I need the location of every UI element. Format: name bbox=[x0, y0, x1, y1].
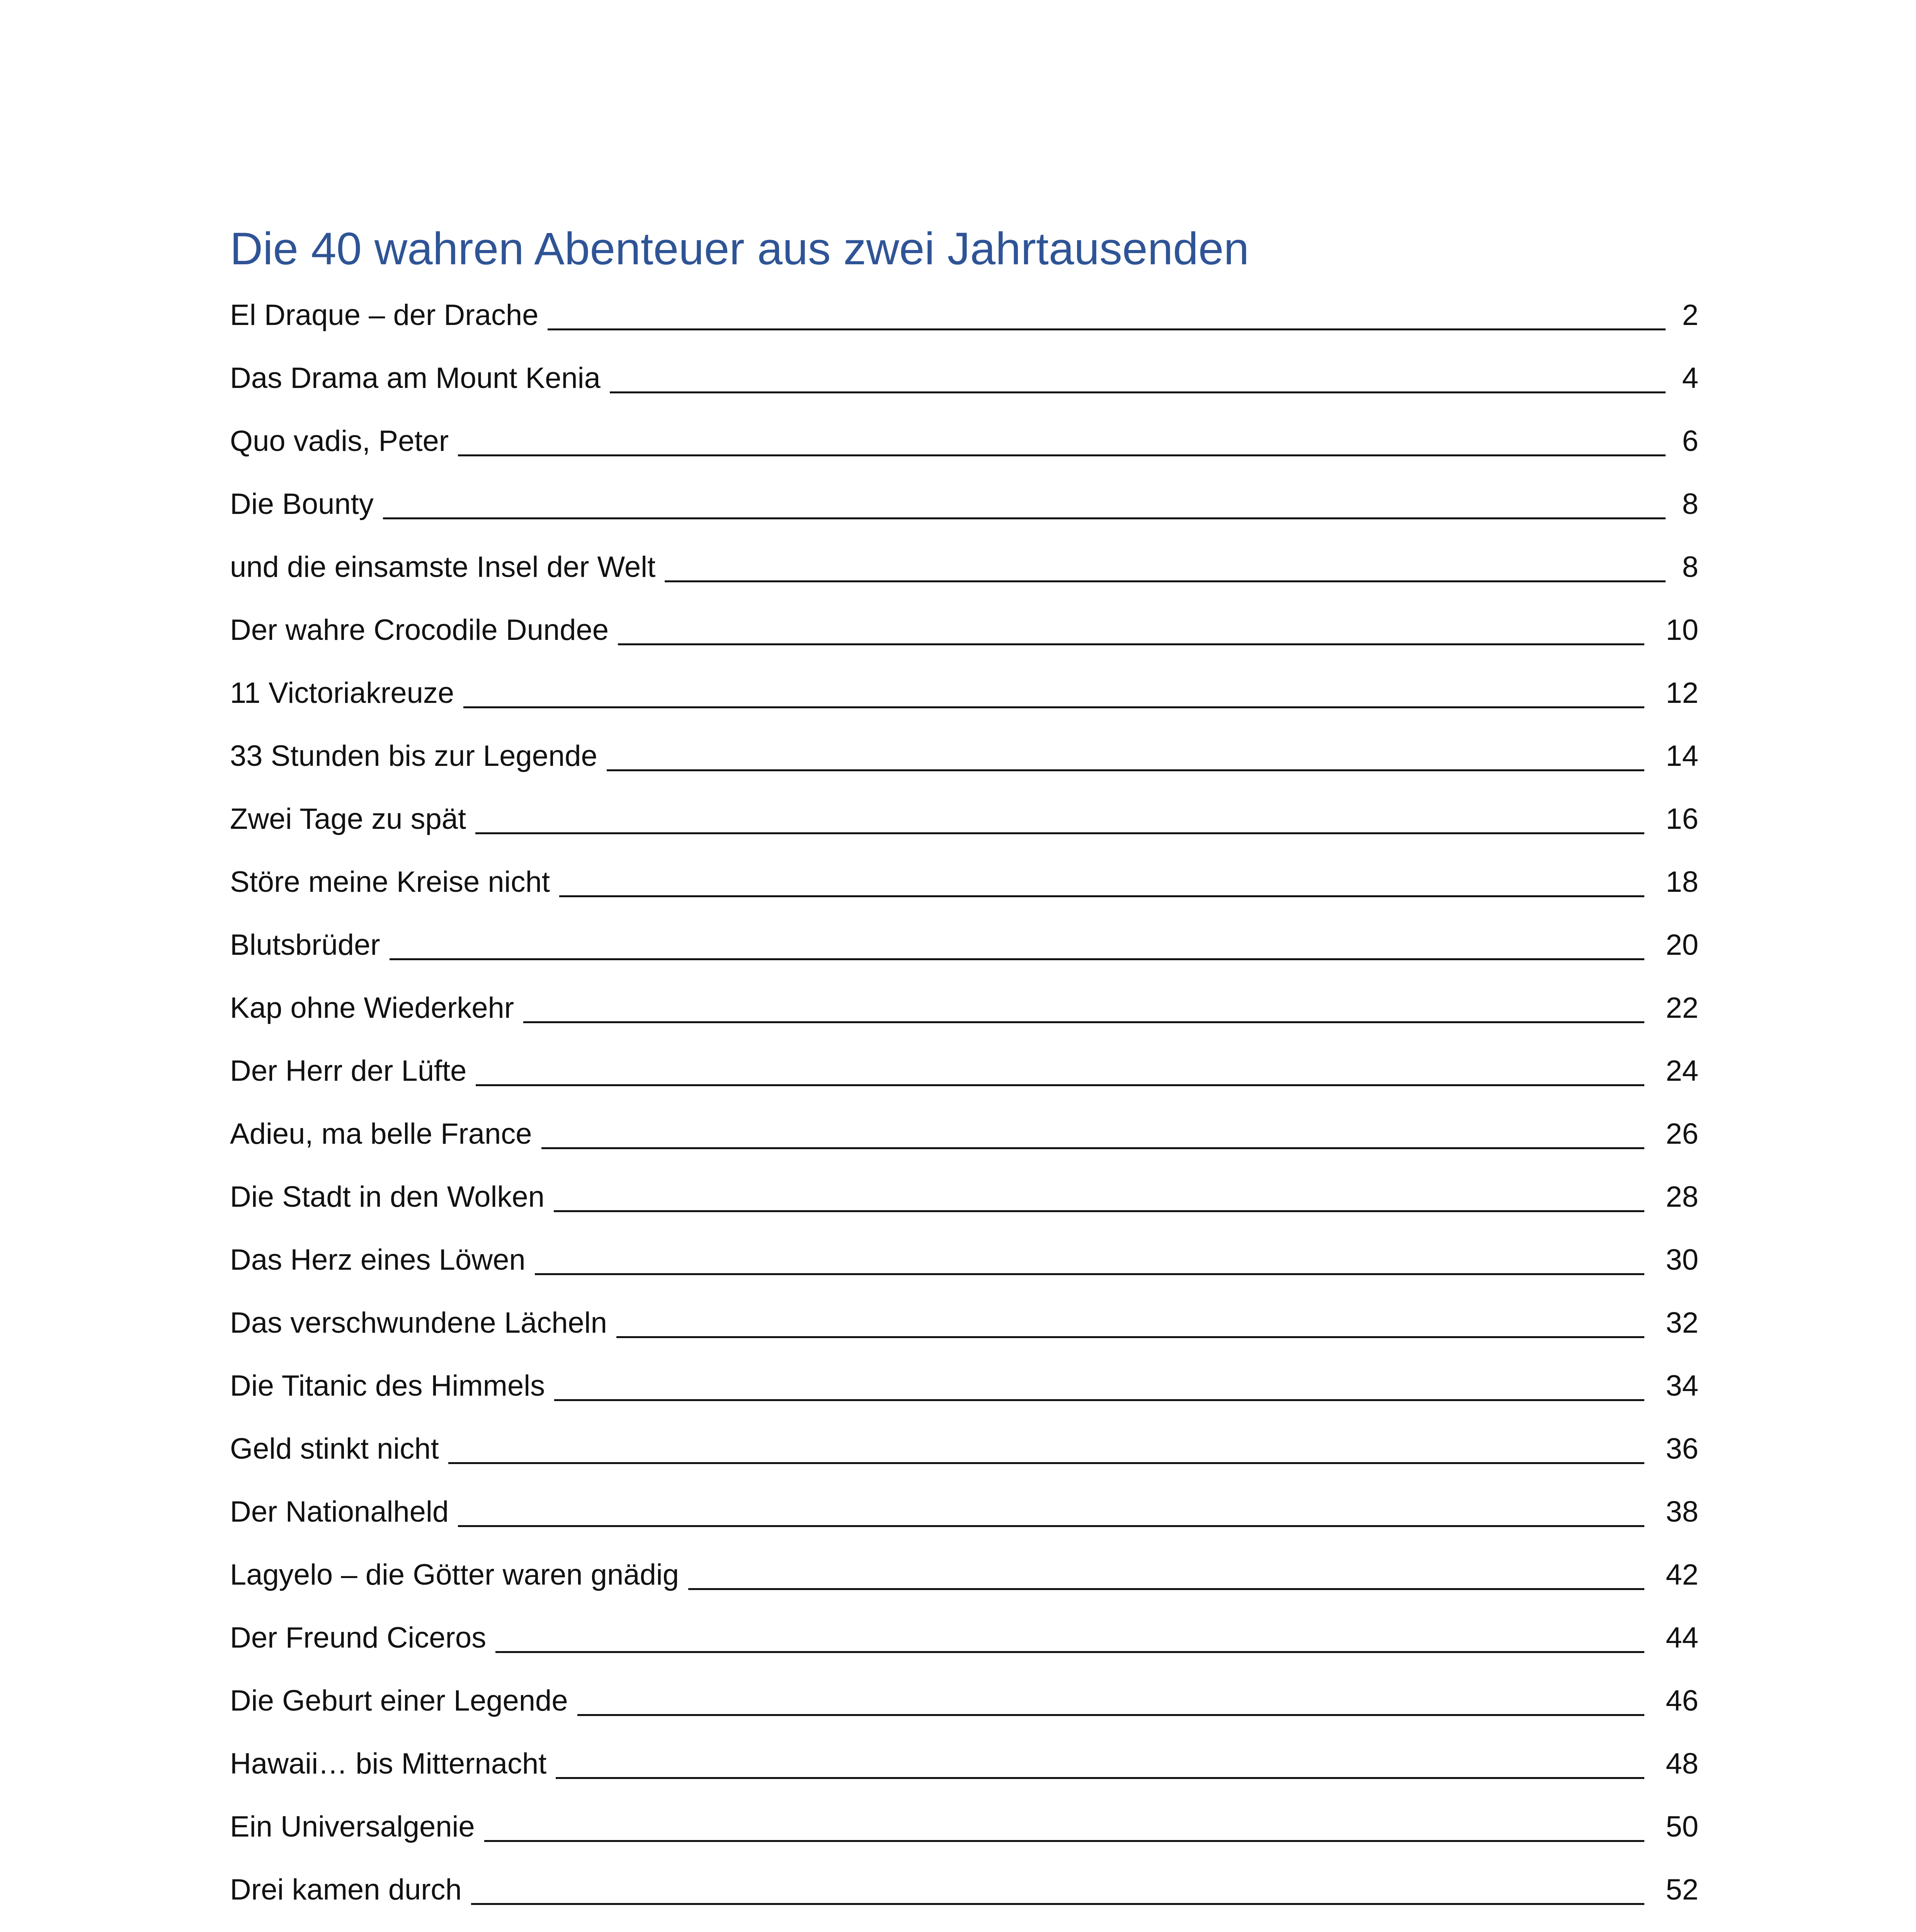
toc-leader-line bbox=[458, 454, 1666, 456]
toc-leader-line bbox=[548, 328, 1666, 330]
toc-list bbox=[230, 0, 1698, 1932]
toc-entry-page-number: 24 bbox=[1666, 1054, 1698, 1087]
toc-entry-page-number: 18 bbox=[1666, 866, 1698, 898]
toc-leader-line bbox=[541, 1147, 1644, 1149]
toc-leader-line bbox=[476, 1084, 1644, 1086]
toc-entry-title: Blutsbrüder bbox=[230, 930, 383, 960]
toc-entry-page-number: 8 bbox=[1682, 488, 1698, 520]
toc-entry[interactable] bbox=[230, 1056, 1698, 1103]
toc-leader-line bbox=[448, 1462, 1644, 1464]
toc-entry-title: Das verschwundene Lächeln bbox=[230, 1308, 609, 1338]
toc-entry-title: Adieu, ma belle France bbox=[230, 1119, 534, 1149]
toc-leader-line bbox=[383, 517, 1666, 519]
toc-entry-page-number: 2 bbox=[1682, 299, 1698, 332]
toc-entry-title: Ein Universalgenie bbox=[230, 1812, 477, 1842]
toc-entry-page-number: 30 bbox=[1666, 1243, 1698, 1276]
toc-entry-title: Die Stadt in den Wolken bbox=[230, 1182, 547, 1212]
toc-entry-page-number: 50 bbox=[1666, 1810, 1698, 1843]
toc-leader-line bbox=[484, 1840, 1644, 1842]
toc-entry-page-number: 4 bbox=[1682, 362, 1698, 395]
toc-entry-title: Der Nationalheld bbox=[230, 1497, 451, 1527]
toc-leader-line bbox=[554, 1210, 1644, 1212]
toc-entry-title: Der Freund Ciceros bbox=[230, 1623, 488, 1653]
toc-leader-line bbox=[559, 895, 1644, 897]
toc-leader-line bbox=[618, 643, 1644, 645]
toc-leader-line bbox=[523, 1021, 1644, 1023]
toc-entry-title: Kap ohne Wiederkehr bbox=[230, 993, 516, 1023]
toc-leader-line bbox=[475, 832, 1644, 834]
toc-entry-page-number: 52 bbox=[1666, 1873, 1698, 1906]
toc-leader-line bbox=[577, 1714, 1644, 1716]
toc-entry-title: Störe meine Kreise nicht bbox=[230, 867, 552, 897]
toc-leader-line bbox=[610, 391, 1666, 393]
toc-entry[interactable] bbox=[230, 679, 1698, 725]
toc-entry-title: 33 Stunden bis zur Legende bbox=[230, 742, 600, 771]
toc-entry-title: Die Bounty bbox=[230, 490, 376, 519]
toc-leader-line bbox=[535, 1273, 1644, 1275]
toc-entry[interactable] bbox=[230, 1812, 1698, 1859]
toc-entry-title: Die Titanic des Himmels bbox=[230, 1371, 547, 1401]
toc-entry[interactable] bbox=[230, 301, 1698, 347]
toc-leader-line bbox=[554, 1399, 1644, 1401]
toc-entry[interactable] bbox=[230, 427, 1698, 473]
toc-entry-title: Die Geburt einer Legende bbox=[230, 1686, 570, 1716]
toc-entry[interactable] bbox=[230, 1560, 1698, 1607]
toc-entry-page-number: 6 bbox=[1682, 425, 1698, 457]
toc-entry[interactable] bbox=[230, 1497, 1698, 1544]
toc-entry[interactable] bbox=[230, 742, 1698, 788]
toc-entry[interactable] bbox=[230, 1371, 1698, 1418]
toc-leader-line bbox=[471, 1903, 1644, 1905]
toc-entry-title: Geld stinkt nicht bbox=[230, 1434, 441, 1464]
toc-entry[interactable] bbox=[230, 1434, 1698, 1481]
toc-leader-line bbox=[390, 958, 1644, 960]
toc-entry[interactable] bbox=[230, 1245, 1698, 1292]
toc-leader-line bbox=[458, 1525, 1644, 1527]
toc-entry-page-number: 10 bbox=[1666, 614, 1698, 646]
toc-entry-title: Der Herr der Lüfte bbox=[230, 1056, 469, 1086]
toc-entry[interactable] bbox=[230, 1875, 1698, 1922]
toc-entry-title: Lagyelo – die Götter waren gnädig bbox=[230, 1560, 681, 1590]
toc-entry[interactable] bbox=[230, 1182, 1698, 1229]
toc-entry-title: 11 Victoriakreuze bbox=[230, 679, 456, 708]
toc-entry-page-number: 28 bbox=[1666, 1180, 1698, 1213]
toc-entry-title: Hawaii… bis Mitternacht bbox=[230, 1749, 549, 1779]
toc-entry-page-number: 48 bbox=[1666, 1747, 1698, 1780]
toc-entry-page-number: 46 bbox=[1666, 1684, 1698, 1717]
toc-entry[interactable] bbox=[230, 867, 1698, 914]
toc-entry-page-number: 12 bbox=[1666, 677, 1698, 709]
toc-entry-page-number: 8 bbox=[1682, 551, 1698, 583]
toc-entry-title: El Draque – der Drache bbox=[230, 301, 541, 330]
toc-entry-title: Quo vadis, Peter bbox=[230, 427, 451, 456]
toc-entry-page-number: 44 bbox=[1666, 1621, 1698, 1654]
toc-entry-page-number: 20 bbox=[1666, 929, 1698, 961]
toc-leader-line bbox=[463, 706, 1644, 708]
toc-entry[interactable] bbox=[230, 993, 1698, 1040]
toc-entry-title: und die einsamste Insel der Welt bbox=[230, 553, 658, 582]
toc-entry[interactable] bbox=[230, 616, 1698, 662]
toc-entry-page-number: 14 bbox=[1666, 740, 1698, 772]
toc-entry-page-number: 36 bbox=[1666, 1432, 1698, 1465]
toc-entry[interactable] bbox=[230, 1749, 1698, 1796]
toc-entry-page-number: 22 bbox=[1666, 992, 1698, 1024]
toc-entry[interactable] bbox=[230, 1623, 1698, 1670]
toc-entry-title: Zwei Tage zu spät bbox=[230, 804, 468, 834]
toc-entry-page-number: 26 bbox=[1666, 1117, 1698, 1150]
toc-leader-line bbox=[688, 1588, 1644, 1590]
toc-entry-page-number: 38 bbox=[1666, 1495, 1698, 1528]
toc-entry-title: Das Herz eines Löwen bbox=[230, 1245, 528, 1275]
toc-heading: Die 40 wahren Abenteuer aus zwei Jahrtausenden bbox=[230, 223, 1249, 274]
toc-entry[interactable] bbox=[230, 1308, 1698, 1355]
toc-entry-page-number: 42 bbox=[1666, 1558, 1698, 1591]
toc-entry[interactable] bbox=[230, 490, 1698, 536]
toc-entry-title: Drei kamen durch bbox=[230, 1875, 464, 1905]
toc-entry-title: Der wahre Crocodile Dundee bbox=[230, 616, 611, 645]
toc-entry-page-number: 34 bbox=[1666, 1369, 1698, 1402]
toc-leader-line bbox=[495, 1651, 1644, 1653]
toc-entry[interactable] bbox=[230, 1686, 1698, 1733]
toc-entry[interactable] bbox=[230, 930, 1698, 977]
toc-entry[interactable] bbox=[230, 1119, 1698, 1166]
toc-leader-line bbox=[616, 1336, 1644, 1338]
toc-entry[interactable] bbox=[230, 364, 1698, 410]
toc-entry-title: Das Drama am Mount Kenia bbox=[230, 364, 603, 393]
toc-entry-page-number: 16 bbox=[1666, 803, 1698, 835]
toc-entry-page-number: 32 bbox=[1666, 1306, 1698, 1339]
toc-entry[interactable] bbox=[230, 804, 1698, 851]
toc-entry[interactable] bbox=[230, 553, 1698, 599]
toc-leader-line bbox=[665, 580, 1666, 582]
toc-leader-line bbox=[556, 1777, 1644, 1779]
toc-leader-line bbox=[607, 769, 1644, 771]
